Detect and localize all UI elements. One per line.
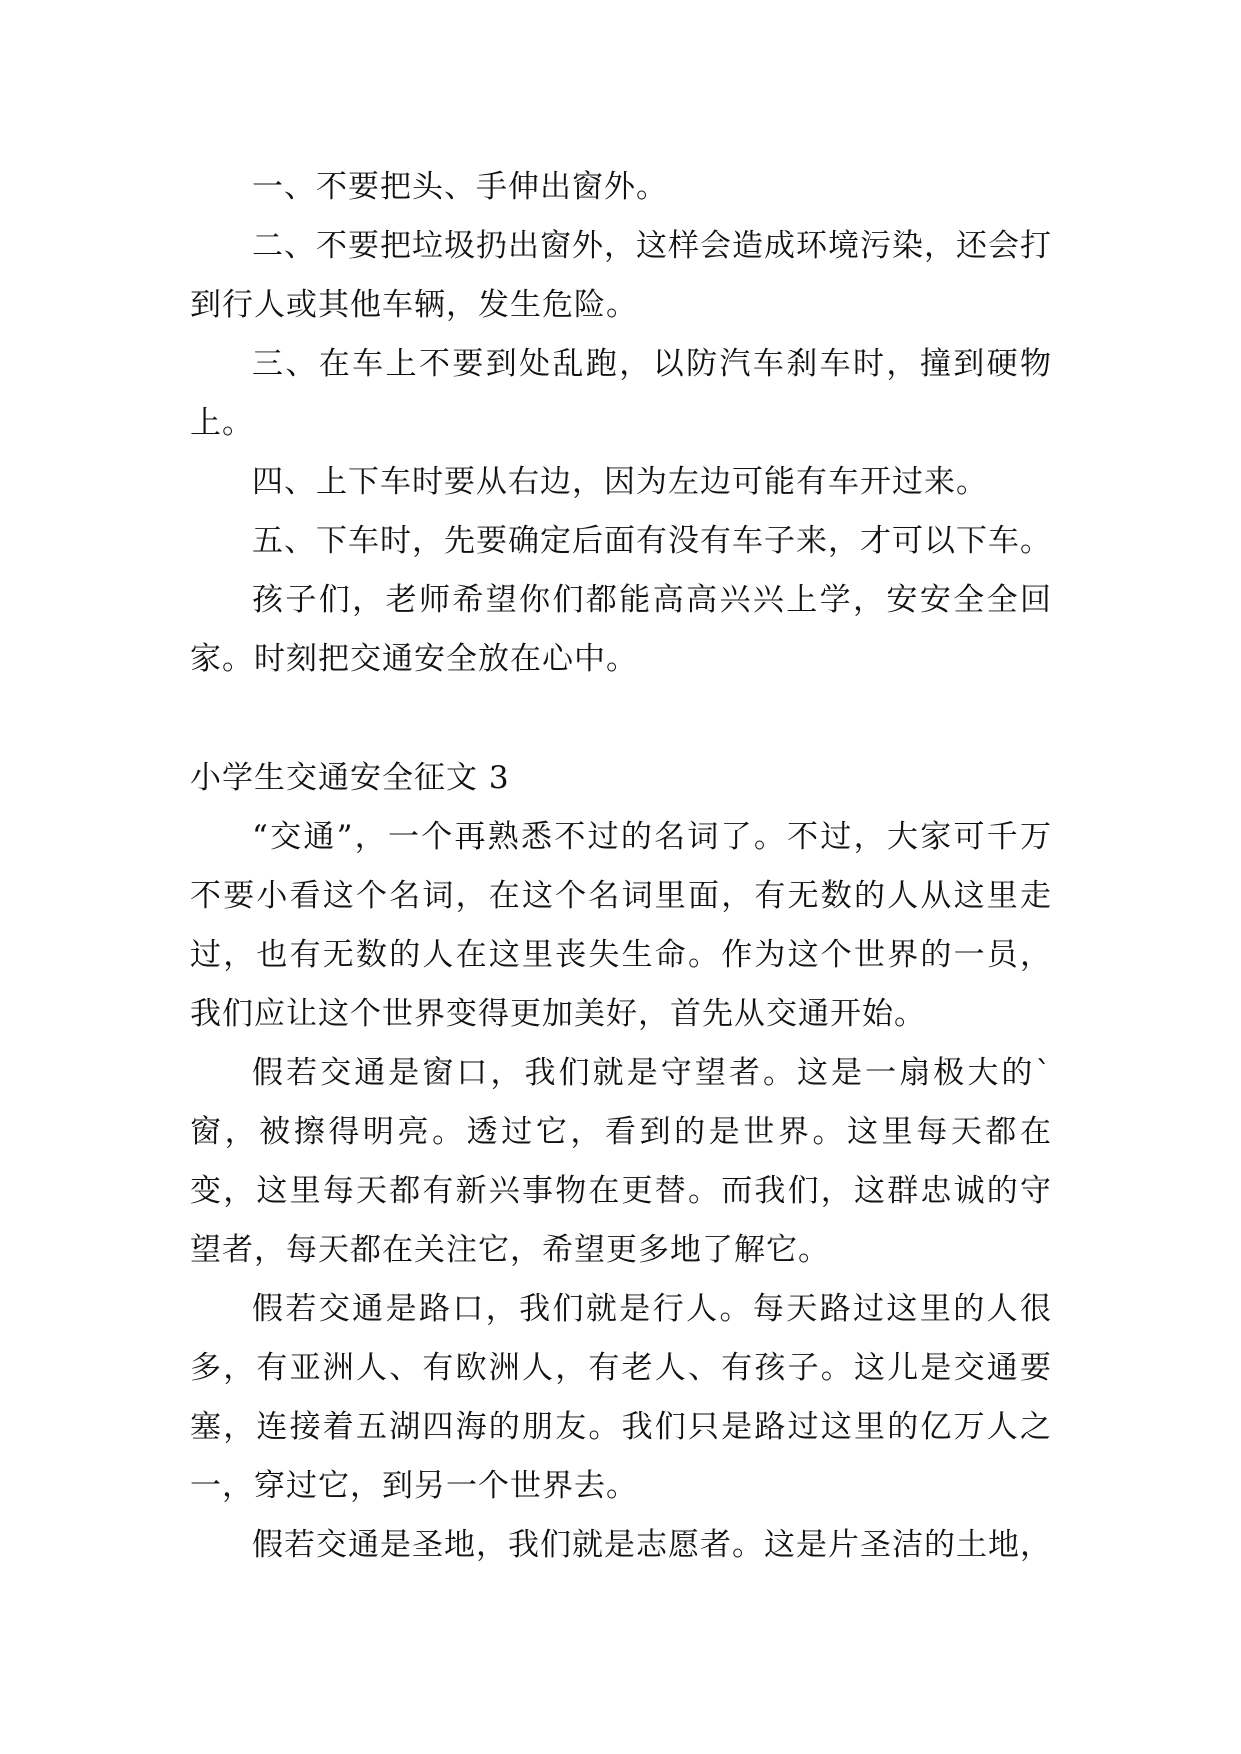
paragraph-crossing: 假若交通是路口，我们就是行人。每天路过这里的人很多，有亚洲人、有欧洲人，有老人、有孩子。这儿是交通要塞，连接着五湖四海的朋友。我们只是路过这里的亿万人之一，穿过它，到另一个世界去。: [190, 1291, 1052, 1504]
paragraph-intro: “交通”，一个再熟悉不过的名词了。不过，大家可千万不要小看这个名词，在这个名词里面，有无数的人从这里走过，也有无数的人在这里丧失生命。作为这个世界的一员，我们应让这个世界变得更加美好，首先从交通开始。: [190, 819, 1052, 1032]
paragraph-rule-3: 三、在车上不要到处乱跑，以防汽车刹车时，撞到硬物上。: [190, 346, 1052, 441]
paragraph-holy-land: 假若交通是圣地，我们就是志愿者。这是片圣洁的土地，: [252, 1527, 1052, 1563]
paragraph-rule-4: 四、上下车时要从右边，因为左边可能有车开过来。: [252, 464, 988, 500]
section-title: 小学生交通安全征文 3: [190, 760, 510, 796]
paragraph-rule-5: 五、下车时，先要确定后面有没有车子来，才可以下车。: [252, 523, 1052, 559]
paragraph-closing: 孩子们，老师希望你们都能高高兴兴上学，安安全全回家。时刻把交通安全放在心中。: [190, 582, 1052, 677]
document-body: [190, 158, 1052, 1575]
paragraph-rule-1: 一、不要把头、手伸出窗外。: [252, 169, 668, 205]
paragraph-rule-2: 二、不要把垃圾扔出窗外，这样会造成环境污染，还会打到行人或其他车辆，发生危险。: [190, 228, 1052, 323]
paragraph-window: 假若交通是窗口，我们就是守望者。这是一扇极大的`窗，被擦得明亮。透过它，看到的是世界。这里每天都在变，这里每天都有新兴事物在更替。而我们，这群忠诚的守望者，每天都在关注它，希望更多地了解它。: [190, 1055, 1052, 1268]
